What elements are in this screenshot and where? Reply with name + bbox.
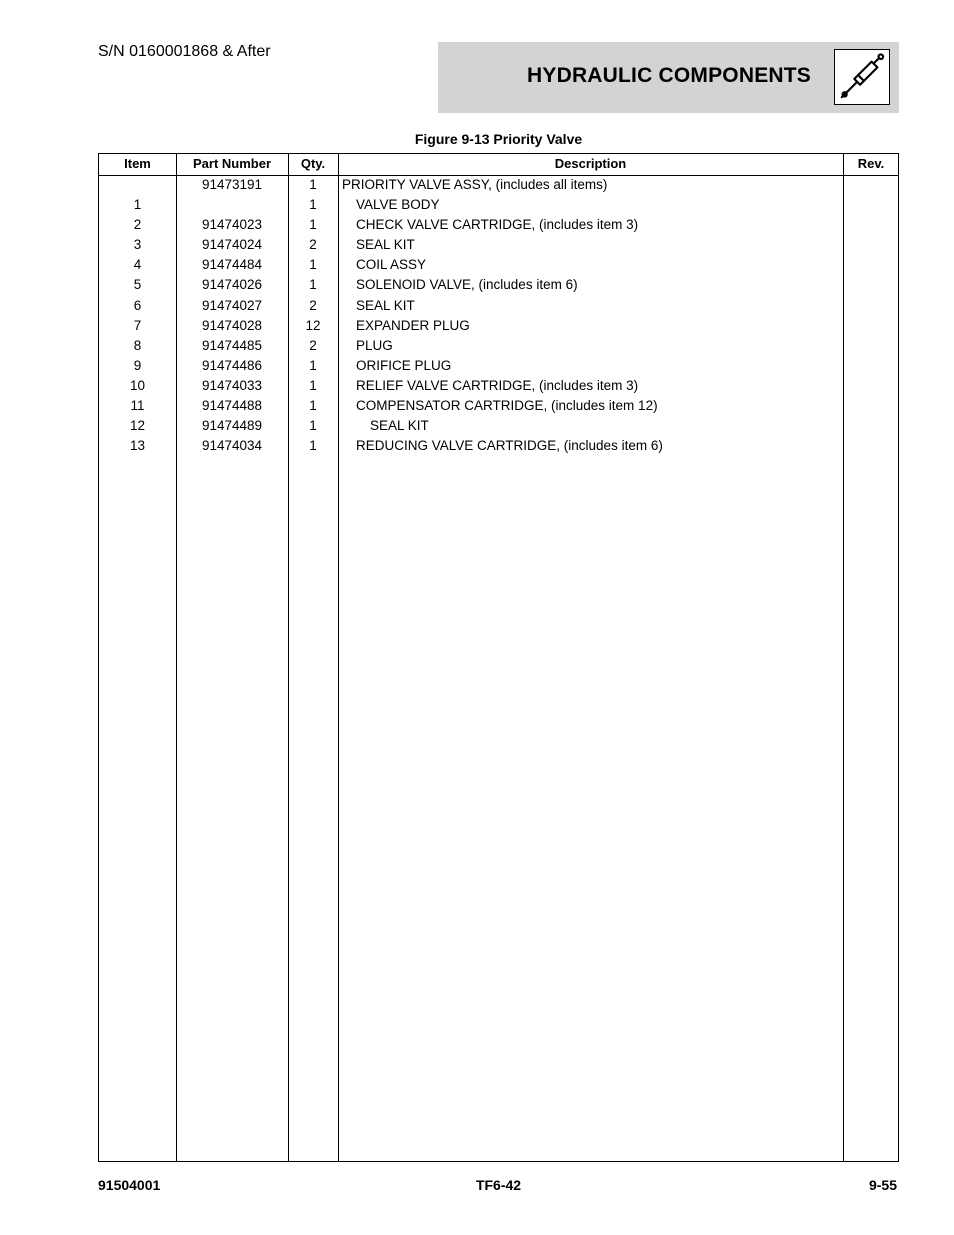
section-banner [438, 42, 899, 113]
quantity: 1 [309, 418, 317, 434]
quantity: 1 [309, 398, 317, 414]
part-number: 91474034 [201, 438, 263, 454]
part-number: 91473191 [201, 177, 263, 192]
description: PLUG [356, 337, 393, 353]
table-row [99, 176, 898, 196]
section-title: HYDRAULIC COMPONENTS [527, 64, 812, 87]
item-number: 9 [133, 357, 142, 373]
column-header-description: Description [554, 156, 627, 171]
table-row [99, 236, 898, 256]
table-row [99, 297, 898, 317]
part-number: 91474033 [201, 377, 263, 393]
quantity: 2 [309, 297, 317, 313]
quantity: 12 [305, 317, 321, 333]
footer-model: TF6-42 [475, 1177, 522, 1193]
column-header-part-number: Part Number [192, 156, 272, 171]
quantity: 1 [309, 438, 317, 454]
part-number: 91474023 [201, 217, 263, 233]
part-number: 91474027 [201, 297, 263, 313]
hydraulic-cylinder-icon [834, 49, 890, 105]
description: PRIORITY VALVE ASSY, (includes all items) [342, 177, 608, 192]
column-header-item: Item [124, 156, 151, 171]
quantity: 1 [309, 377, 317, 393]
description: SEAL KIT [370, 418, 429, 434]
quantity: 1 [309, 197, 317, 213]
item-number: 12 [129, 418, 146, 434]
part-number: 91474486 [201, 357, 263, 373]
table-row [99, 437, 898, 457]
description: RELIEF VALVE CARTRIDGE, (includes item 3) [356, 377, 639, 393]
footer-page-number: 9-55 [868, 1177, 897, 1193]
description: ORIFICE PLUG [356, 357, 452, 373]
parts-table [98, 153, 899, 1162]
parts-list [99, 176, 898, 457]
item-number: 8 [133, 337, 142, 353]
description: REDUCING VALVE CARTRIDGE, (includes item 6) [356, 438, 663, 454]
item-number: 1 [133, 197, 142, 213]
table-row [99, 196, 898, 216]
table-row [99, 216, 898, 236]
item-number: 10 [129, 377, 146, 393]
table-row [99, 337, 898, 357]
column-header-rev: Rev. [857, 156, 885, 171]
part-number: 91474489 [201, 418, 263, 434]
quantity: 1 [309, 217, 317, 233]
table-row [99, 317, 898, 337]
table-row [99, 377, 898, 397]
table-row [99, 397, 898, 417]
part-number: 91474488 [201, 398, 263, 414]
part-number: 91474484 [201, 257, 263, 273]
item-number: 6 [133, 297, 142, 313]
description: CHECK VALVE CARTRIDGE, (includes item 3) [356, 217, 639, 233]
description: COIL ASSY [356, 257, 427, 273]
item-number: 4 [133, 257, 142, 273]
quantity: 1 [309, 257, 317, 273]
table-row [99, 417, 898, 437]
quantity: 2 [309, 337, 317, 353]
part-number: 91474026 [201, 277, 263, 293]
quantity: 1 [309, 177, 317, 192]
description: EXPANDER PLUG [356, 317, 470, 333]
column-header-qty: Qty. [300, 156, 326, 171]
item-number: 11 [130, 398, 145, 414]
description: COMPENSATOR CARTRIDGE, (includes item 12) [356, 398, 658, 414]
serial-number: S/N 0160001868 & After [98, 43, 271, 60]
part-number: 91474024 [201, 237, 263, 253]
footer-doc-number: 91504001 [98, 1177, 161, 1193]
part-number: 91474028 [201, 317, 263, 333]
description: SEAL KIT [356, 297, 415, 313]
description: SEAL KIT [356, 237, 415, 253]
table-row [99, 256, 898, 276]
item-number: 3 [133, 237, 142, 253]
description: VALVE BODY [356, 197, 440, 213]
item-number: 2 [133, 217, 142, 233]
table-row [99, 276, 898, 296]
part-number: 91474485 [201, 337, 263, 353]
item-number: 5 [133, 277, 142, 293]
quantity: 1 [309, 357, 317, 373]
quantity: 1 [309, 277, 317, 293]
item-number: 7 [133, 317, 142, 333]
description: SOLENOID VALVE, (includes item 6) [356, 277, 578, 293]
figure-title: Figure 9-13 Priority Valve [414, 131, 583, 147]
table-row [99, 357, 898, 377]
item-number: 13 [129, 438, 146, 454]
quantity: 2 [309, 237, 317, 253]
